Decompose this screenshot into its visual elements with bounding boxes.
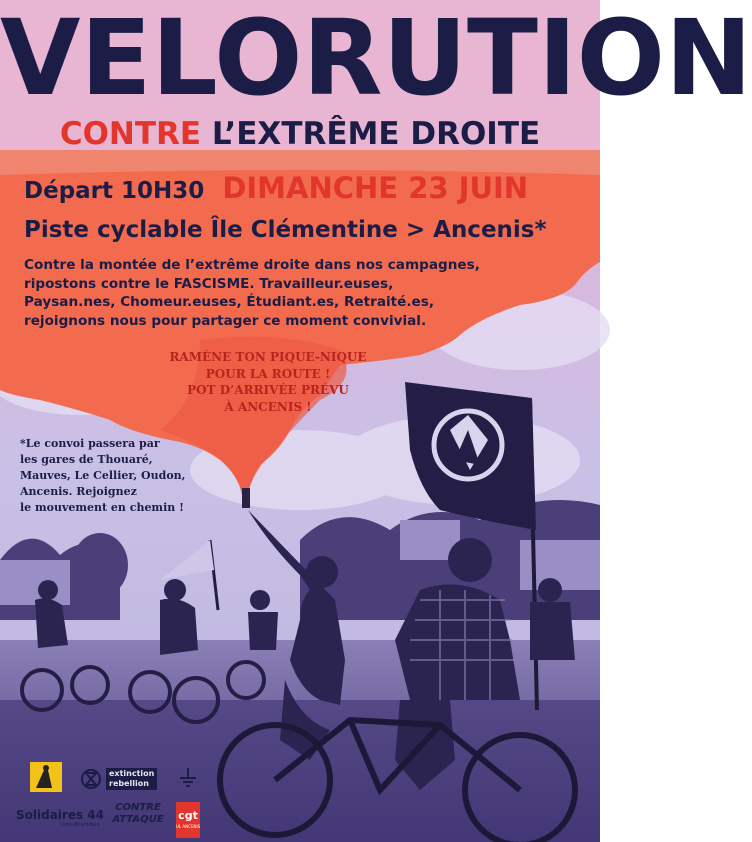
contre-attaque-line1: CONTRE <box>115 802 161 813</box>
picnic-line: À ANCENIS ! <box>224 399 312 414</box>
subtitle-contre: CONTRE <box>59 116 202 152</box>
cgt-label: cgt <box>178 809 198 822</box>
picnic-line: RAMÈNE TON PIQUE-NIQUE <box>169 350 367 364</box>
intro-line: Paysan.nes, Chomeur.euses, Étudiant.es, Retraité.es, <box>24 294 435 311</box>
cgt-sub-label: UL ANCENIS <box>176 824 201 829</box>
extinction-symbol-icon <box>80 768 102 790</box>
peasant-logo <box>30 762 62 792</box>
extinction-rebellion-logo <box>80 766 160 792</box>
intro-line: rejoignons nous pour partager ce moment convivial. <box>24 312 427 329</box>
solidaires-sub-label: Loire-Atlantique <box>60 822 100 828</box>
convoy-line: les gares de Thouaré, <box>20 453 153 466</box>
extinction-label: extinction <box>109 769 155 778</box>
event-date: DIMANCHE 23 JUIN <box>222 171 529 205</box>
picnic-message <box>0 349 536 415</box>
picnic-line: POT D’ARRIVÉE PRÉVU <box>187 383 349 397</box>
solidaires-logo <box>16 808 106 834</box>
farmer-icon <box>30 762 62 792</box>
ground-symbol-logo <box>178 766 198 790</box>
ground-icon <box>178 766 198 790</box>
contre-attaque-line2: ATTAQUE <box>112 814 164 825</box>
convoy-line: *Le convoi passera par <box>20 437 160 450</box>
intro-line: Contre la montée de l’extrême droite dans nos campagnes, <box>24 257 480 273</box>
convoy-note <box>20 436 220 516</box>
intro-paragraph <box>24 256 494 330</box>
departure-time: Départ 10H30 <box>24 178 205 204</box>
picnic-line: POUR LA ROUTE ! <box>205 366 331 381</box>
rebellion-label: rebellion <box>109 779 149 788</box>
convoy-line: Ancenis. Rejoignez <box>20 485 137 498</box>
departure-line <box>24 172 528 207</box>
convoy-line: le mouvement en chemin ! <box>20 501 184 514</box>
subtitle-extreme-droite: L’EXTRÊME DROITE <box>211 116 541 152</box>
intro-line: ripostons contre le FASCISME. Travailleur.euses, <box>24 275 394 292</box>
convoy-line: Mauves, Le Cellier, Oudon, <box>20 469 186 482</box>
cgt-logo <box>176 802 200 838</box>
route-line: Piste cyclable Île Clémentine > Ancenis* <box>24 217 547 243</box>
poster-title: VELORUTION <box>0 0 752 119</box>
solidaires-label: Solidaires 44 <box>16 808 104 822</box>
contre-attaque-logo <box>110 802 166 836</box>
poster-subtitle <box>0 116 600 152</box>
